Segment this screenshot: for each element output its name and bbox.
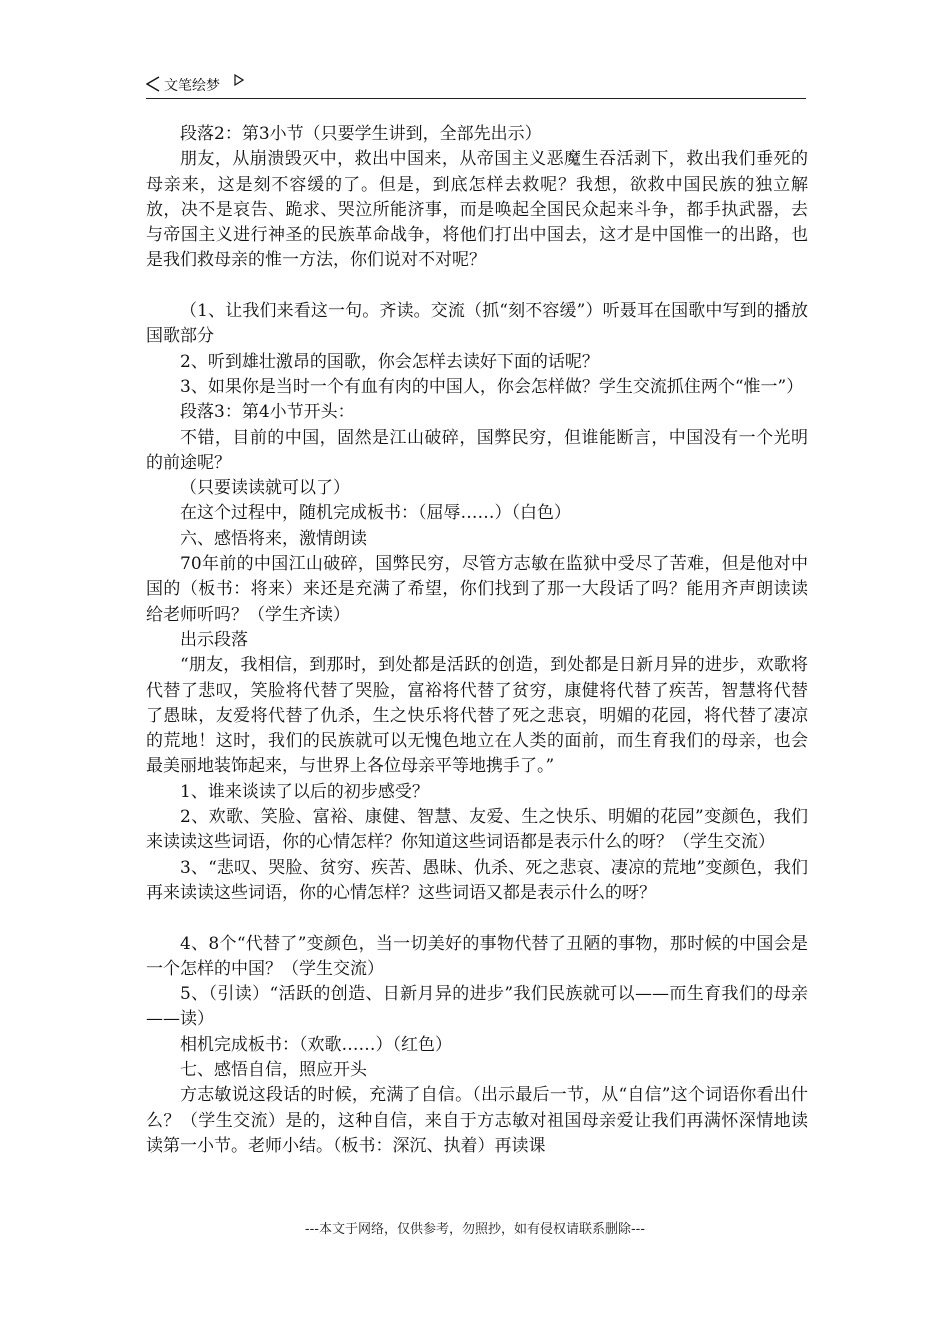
paragraph: 1、谁来谈读了以后的初步感受？ <box>180 781 429 802</box>
header-title: 文笔绘梦 <box>164 78 220 94</box>
document-body <box>146 122 808 1159</box>
paragraph: 方志敏说这段话的时候，充满了自信。（出示最后一节，从“自信”这个词语你看出什么？（学生交流）是的，这种自信，来自于方志敏对祖国母亲爱让我们再满怀深情地读读第一小节。老师小结。（板书：深沉、执着）再读课 <box>146 1085 808 1156</box>
paragraph: 出示段落 <box>180 629 248 650</box>
section-heading: 六、感悟将来，激情朗读 <box>180 528 367 549</box>
paragraph: 5、（引读）“活跃的创造、日新月异的进步”我们民族就可以——而生育我们的母亲——读） <box>146 984 808 1030</box>
paragraph: 相机完成板书：（欢歌……）（红色） <box>180 1034 452 1055</box>
paragraph: （1、让我们来看这一句。齐读。交流（抓“刻不容缓”）听聂耳在国歌中写到的播放国歌部分 <box>146 301 808 347</box>
paragraph: 4、8个“代替了”变颜色，当一切美好的事物代替了丑陋的事物，那时候的中国会是一个怎样的中国？（学生交流） <box>146 933 808 979</box>
paragraph: 3、如果你是当时一个有血有肉的中国人，你会怎样做？学生交流抓住两个“惟一”） <box>180 376 804 397</box>
quoted-passage: “朋友，我相信，到那时，到处都是活跃的创造，到处都是日新月异的进步，欢歌将代替了悲叹，笑脸将代替了哭脸，富裕将代替了贫穷，康健将代替了疾苦，智慧将代替了愚昧，友爱将代替了仇杀，生之快乐将代替了死之悲哀，明媚的花园，将代替了凄凉的荒地！这时，我们的民族就可以无愧色地立在人类的面前，而生育我们的母亲，也会最美丽地装饰起来，与世界上各位母亲平等地携手了。” <box>146 655 808 777</box>
blank-line <box>146 274 808 299</box>
right-triangle-icon <box>234 74 244 86</box>
page-footer: ---本文于网络，仅供参考，勿照抄，如有侵权请联系删除--- <box>304 1222 646 1237</box>
paragraph: 3、“悲叹、哭脸、贫穷、疾苦、愚昧、仇杀、死之悲哀、凄凉的荒地”变颜色，我们再来读读这些词语，你的心情怎样？这些词语又都是表示什么的呀？ <box>146 857 808 903</box>
paragraph: 在这个过程中，随机完成板书：（屈辱……）（白色） <box>180 503 571 524</box>
paragraph: 2、欢歌、笑脸、富裕、康健、智慧、友爱、生之快乐、明媚的花园”变颜色，我们来读读这些词语，你的心情怎样？你知道这些词语都是表示什么的呀？（学生交流） <box>146 807 808 853</box>
page-header <box>146 70 806 99</box>
paragraph: 2、听到雄壮激昂的国歌，你会怎样去读好下面的话呢？ <box>180 351 599 372</box>
blank-line <box>146 906 808 931</box>
paragraph: （只要读读就可以了） <box>180 478 350 499</box>
paragraph: 朋友，从崩溃毁灭中，救出中国来，从帝国主义恶魔生吞活剥下，救出我们垂死的母亲来，这是刻不容缓的了。但是，到底怎样去救呢？我想，欲救中国民族的独立解放，决不是哀告、跪求、哭泣所能济事，而是唤起全国民众起来斗争，都手执武器，去与帝国主义进行神圣的民族革命战争，将他们打出中国去，这才是中国惟一的出路，也是我们救母亲的惟一方法，你们说对不对呢？ <box>146 149 808 271</box>
paragraph: 不错，目前的中国，固然是江山破碎，国弊民穷，但谁能断言，中国没有一个光明的前途呢？ <box>146 427 808 473</box>
left-triangle-icon <box>146 76 160 92</box>
paragraph: 段落3：第4小节开头： <box>180 402 355 423</box>
section-heading: 七、感悟自信，照应开头 <box>180 1059 367 1080</box>
paragraph: 段落2：第3小节（只要学生讲到，全部先出示） <box>180 124 542 144</box>
paragraph: 70年前的中国江山破碎，国弊民穷，尽管方志敏在监狱中受尽了苦难，但是他对中国的（板书：将来）来还是充满了希望，你们找到了那一大段话了吗？能用齐声朗读读给老师听吗？（学生齐读） <box>146 554 808 625</box>
